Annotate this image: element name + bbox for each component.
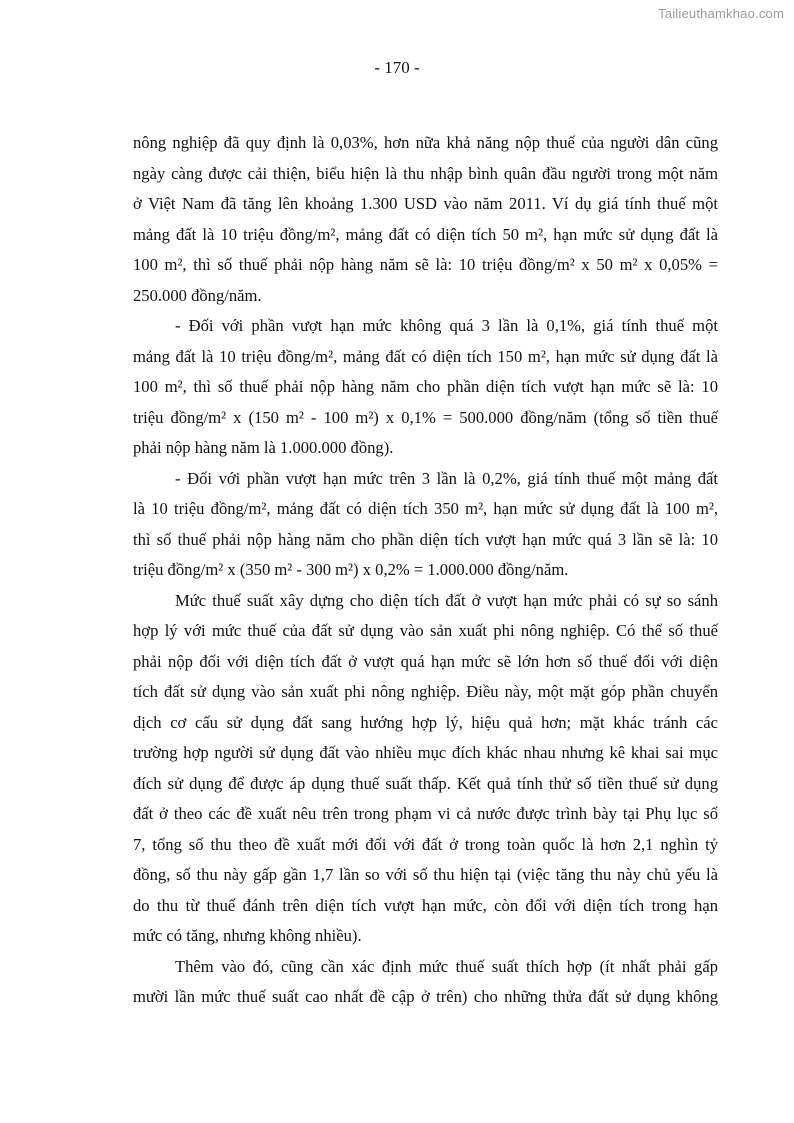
text-line: phải nộp đối với diện tích đất ở vượt quá hạn mức sẽ lớn hơn số thuế đối với diện xyxy=(133,651,718,671)
text-line: ở Việt Nam đã tăng lên khoảng 1.300 USD vào năm 2011. Ví dụ giá tính thuế một xyxy=(133,194,718,213)
text-line: là 10 triệu đồng/m², mảng đất có diện tích 350 m², hạn mức sử dụng đất là 100 m², xyxy=(133,499,718,518)
text-line: do thu từ thuế đánh trên diện tích vượt hạn mức, còn đối với diện tích trong hạn xyxy=(133,895,718,915)
text-line: mức có tăng, nhưng không nhiều). xyxy=(133,926,362,945)
page-number: - 170 - xyxy=(374,58,420,77)
paragraph xyxy=(133,586,718,952)
text-line: dịch cơ cấu sử dụng đất sang hướng hợp lý, hiệu quả hơn; mặt khác tránh các xyxy=(133,712,718,732)
text-line: đồng, số thu này gấp gần 1,7 lần so với số thu hiện tại (việc tăng thu này chủ yếu là xyxy=(133,865,718,884)
text-line: hợp lý với mức thuế của đất sử dụng vào sản xuất phi nông nghiệp. Có thể số thuế xyxy=(133,621,718,640)
text-line: đất ở theo các đề xuất nêu trên trong phạm vi cả nước được trình bày tại Phụ lục số xyxy=(133,804,718,823)
text-line: Mức thuế suất xây dựng cho diện tích đất ở vượt hạn mức phải có sự so sánh xyxy=(175,590,718,610)
text-line: - Đối với phần vượt hạn mức không quá 3 lần là 0,1%, giá tính thuế một xyxy=(175,316,718,335)
text-line: phải nộp hàng năm là 1.000.000 đồng). xyxy=(133,438,394,457)
text-line: ngày càng được cải thiện, biểu hiện là thu nhập bình quân đầu người trong một năm xyxy=(133,163,718,183)
text-line: triệu đồng/m² x (150 m² - 100 m²) x 0,1% = 500.000 đồng/năm (tổng số tiền thuế xyxy=(133,407,718,427)
text-line: mảng đất là 10 triệu đồng/m², mảng đất có diện tích 50 m², hạn mức sử dụng đất là xyxy=(133,224,718,244)
paragraph xyxy=(133,952,718,1013)
text-line: đích sử dụng để được áp dụng thuế suất thấp. Kết quả tính thử số tiền thuế sử dụng xyxy=(133,773,718,793)
text-line: triệu đồng/m² x (350 m² - 300 m²) x 0,2% = 1.000.000 đồng/năm. xyxy=(133,560,569,579)
text-line: 100 m², thì số thuế phải nộp hàng năm cho phần diện tích vượt hạn mức sẽ là: 10 xyxy=(133,377,718,396)
text-line: mười lần mức thuế suất cao nhất đề cập ở trên) cho những thửa đất sử dụng không xyxy=(133,987,718,1006)
paragraph xyxy=(133,128,718,311)
paragraph xyxy=(133,311,718,464)
text-line: - Đối với phần vượt hạn mức trên 3 lần là 0,2%, giá tính thuế một mảng đất xyxy=(175,468,718,488)
text-line: thì số thuế phải nộp hàng năm cho phần diện tích vượt hạn mức quá 3 lần sẽ là: 10 xyxy=(133,529,718,549)
text-line: 100 m², thì số thuế phải nộp hàng năm sẽ là: 10 triệu đồng/m² x 50 m² x 0,05% = xyxy=(133,255,718,274)
text-line: Thêm vào đó, cũng cần xác định mức thuế suất thích hợp (ít nhất phải gấp xyxy=(175,956,718,976)
text-line: 7, tổng số thu theo đề xuất mới đối với đất ở trong toàn quốc là hơn 2,1 nghìn tỷ xyxy=(133,834,718,854)
paragraph xyxy=(133,464,718,586)
watermark: Tailieuthamkhao.com xyxy=(658,6,784,21)
text-line: tích đất sử dụng vào sản xuất phi nông nghiệp. Điều này, một mặt góp phần chuyển xyxy=(133,682,718,701)
document-body xyxy=(133,128,718,1013)
text-line: trường hợp người sử dụng đất vào nhiều mục đích khác nhau nhưng kê khai sai mục xyxy=(133,743,718,762)
text-line: 250.000 đồng/năm. xyxy=(133,285,262,305)
text-line: mảng đất là 10 triệu đồng/m², mảng đất có diện tích 150 m², hạn mức sử dụng đất là xyxy=(133,346,718,366)
text-line: nông nghiệp đã quy định là 0,03%, hơn nữa khả năng nộp thuế của người dân cũng xyxy=(133,133,718,152)
